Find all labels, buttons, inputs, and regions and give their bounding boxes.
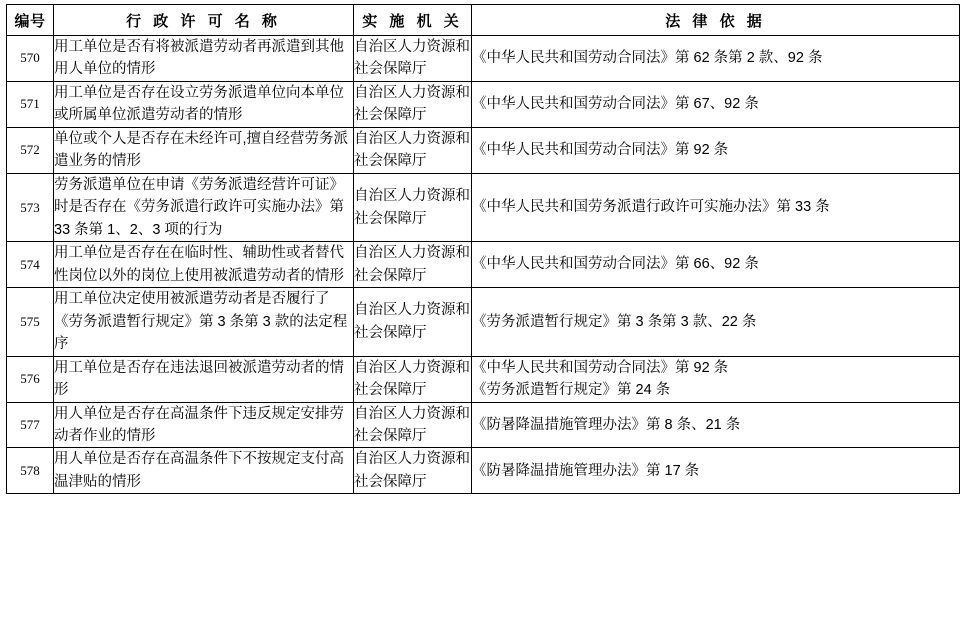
cell-id: 571 xyxy=(7,81,54,127)
table-row xyxy=(7,81,960,127)
table-row xyxy=(7,356,960,402)
column-header-id: 编号 xyxy=(7,5,54,36)
cell-implementing-agency: 自治区人力资源和社会保障厅 xyxy=(354,356,472,402)
cell-implementing-agency: 自治区人力资源和社会保障厅 xyxy=(354,448,472,494)
table-body xyxy=(7,36,960,494)
administrative-permit-table xyxy=(6,4,960,494)
table-row xyxy=(7,127,960,173)
cell-implementing-agency: 自治区人力资源和社会保障厅 xyxy=(354,81,472,127)
cell-implementing-agency: 自治区人力资源和社会保障厅 xyxy=(354,242,472,288)
column-header-permit-name: 行 政 许 可 名 称 xyxy=(54,5,354,36)
table-row xyxy=(7,242,960,288)
table-header-row xyxy=(7,5,960,36)
cell-id: 575 xyxy=(7,288,54,356)
cell-permit-name: 用工单位是否存在违法退回被派遣劳动者的情形 xyxy=(54,356,354,402)
table-row xyxy=(7,36,960,82)
cell-permit-name: 用工单位是否有将被派遣劳动者再派遣到其他用人单位的情形 xyxy=(54,36,354,82)
cell-legal-basis: 《中华人民共和国劳动合同法》第 66、92 条 xyxy=(472,242,960,288)
cell-id: 577 xyxy=(7,402,54,448)
cell-permit-name: 用人单位是否存在高温条件下违反规定安排劳动者作业的情形 xyxy=(54,402,354,448)
cell-permit-name: 用工单位决定使用被派遣劳动者是否履行了《劳务派遣暂行规定》第 3 条第 3 款的法定程序 xyxy=(54,288,354,356)
cell-id: 576 xyxy=(7,356,54,402)
column-header-implementing-agency: 实 施 机 关 xyxy=(354,5,472,36)
table-row xyxy=(7,173,960,241)
cell-id: 572 xyxy=(7,127,54,173)
cell-id: 574 xyxy=(7,242,54,288)
cell-legal-basis: 《防暑降温措施管理办法》第 17 条 xyxy=(472,448,960,494)
cell-id: 570 xyxy=(7,36,54,82)
table-header xyxy=(7,5,960,36)
document-page xyxy=(0,4,965,631)
cell-legal-basis: 《中华人民共和国劳动合同法》第 92 条 xyxy=(472,127,960,173)
table-row xyxy=(7,288,960,356)
cell-permit-name: 劳务派遣单位在申请《劳务派遣经营许可证》时是否存在《劳务派遣行政许可实施办法》第 33 条第 1、2、3 项的行为 xyxy=(54,173,354,241)
cell-permit-name: 用工单位是否存在设立劳务派遣单位向本单位或所属单位派遣劳动者的情形 xyxy=(54,81,354,127)
cell-legal-basis: 《中华人民共和国劳动合同法》第 92 条 《劳务派遣暂行规定》第 24 条 xyxy=(472,356,960,402)
cell-legal-basis: 《中华人民共和国劳务派遣行政许可实施办法》第 33 条 xyxy=(472,173,960,241)
cell-implementing-agency: 自治区人力资源和社会保障厅 xyxy=(354,288,472,356)
cell-legal-basis: 《中华人民共和国劳动合同法》第 67、92 条 xyxy=(472,81,960,127)
cell-permit-name: 用人单位是否存在高温条件下不按规定支付高温津贴的情形 xyxy=(54,448,354,494)
cell-implementing-agency: 自治区人力资源和社会保障厅 xyxy=(354,402,472,448)
cell-implementing-agency: 自治区人力资源和社会保障厅 xyxy=(354,173,472,241)
column-header-legal-basis: 法 律 依 据 xyxy=(472,5,960,36)
table-row xyxy=(7,448,960,494)
cell-id: 573 xyxy=(7,173,54,241)
cell-legal-basis: 《劳务派遣暂行规定》第 3 条第 3 款、22 条 xyxy=(472,288,960,356)
cell-permit-name: 用工单位是否存在在临时性、辅助性或者替代性岗位以外的岗位上使用被派遣劳动者的情形 xyxy=(54,242,354,288)
table-row xyxy=(7,402,960,448)
cell-legal-basis: 《防暑降温措施管理办法》第 8 条、21 条 xyxy=(472,402,960,448)
cell-implementing-agency: 自治区人力资源和社会保障厅 xyxy=(354,127,472,173)
cell-id: 578 xyxy=(7,448,54,494)
cell-permit-name: 单位或个人是否存在未经许可,擅自经营劳务派遣业务的情形 xyxy=(54,127,354,173)
cell-legal-basis: 《中华人民共和国劳动合同法》第 62 条第 2 款、92 条 xyxy=(472,36,960,82)
cell-implementing-agency: 自治区人力资源和社会保障厅 xyxy=(354,36,472,82)
